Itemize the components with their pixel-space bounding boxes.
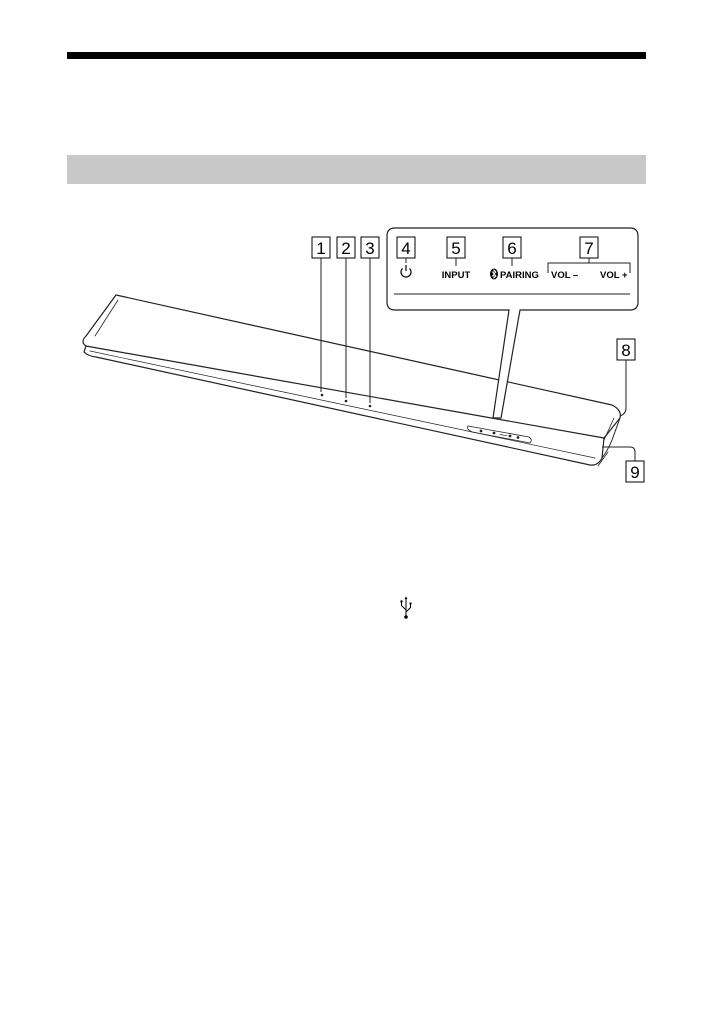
svg-text:1: 1 xyxy=(316,239,326,258)
callout-1 xyxy=(312,237,330,258)
indicator-dot-1 xyxy=(321,394,324,397)
input-label: INPUT xyxy=(441,270,471,281)
callout-2 xyxy=(337,237,355,258)
callout-7 xyxy=(580,237,598,258)
panel-button-dot xyxy=(493,432,495,434)
indicator-dot-2 xyxy=(345,400,348,403)
svg-text:5: 5 xyxy=(451,239,461,258)
vol-plus-label: VOL + xyxy=(600,270,628,281)
callout-3 xyxy=(361,237,379,258)
callout-8 xyxy=(617,339,635,360)
svg-text:9: 9 xyxy=(630,463,640,482)
pairing-label: PAIRING xyxy=(500,270,539,281)
bluetooth-icon xyxy=(490,269,498,280)
callout-9 xyxy=(626,461,644,482)
svg-text:7: 7 xyxy=(584,239,594,258)
callout-6 xyxy=(503,237,521,258)
callout-5 xyxy=(447,237,465,258)
soundbar-body xyxy=(83,295,620,466)
panel-button-dot xyxy=(517,437,519,439)
callout-4 xyxy=(397,237,415,258)
svg-text:3: 3 xyxy=(365,239,375,258)
svg-text:4: 4 xyxy=(401,239,411,258)
leader-line-8 xyxy=(620,360,626,416)
svg-text:2: 2 xyxy=(341,239,351,258)
indicator-dot-3 xyxy=(369,405,372,408)
usb-icon xyxy=(399,596,413,620)
svg-text:8: 8 xyxy=(621,341,631,360)
svg-text:6: 6 xyxy=(507,239,517,258)
panel-button-dot xyxy=(509,435,511,437)
vol-minus-label: VOL – xyxy=(551,270,579,281)
panel-button-dot xyxy=(480,430,482,432)
